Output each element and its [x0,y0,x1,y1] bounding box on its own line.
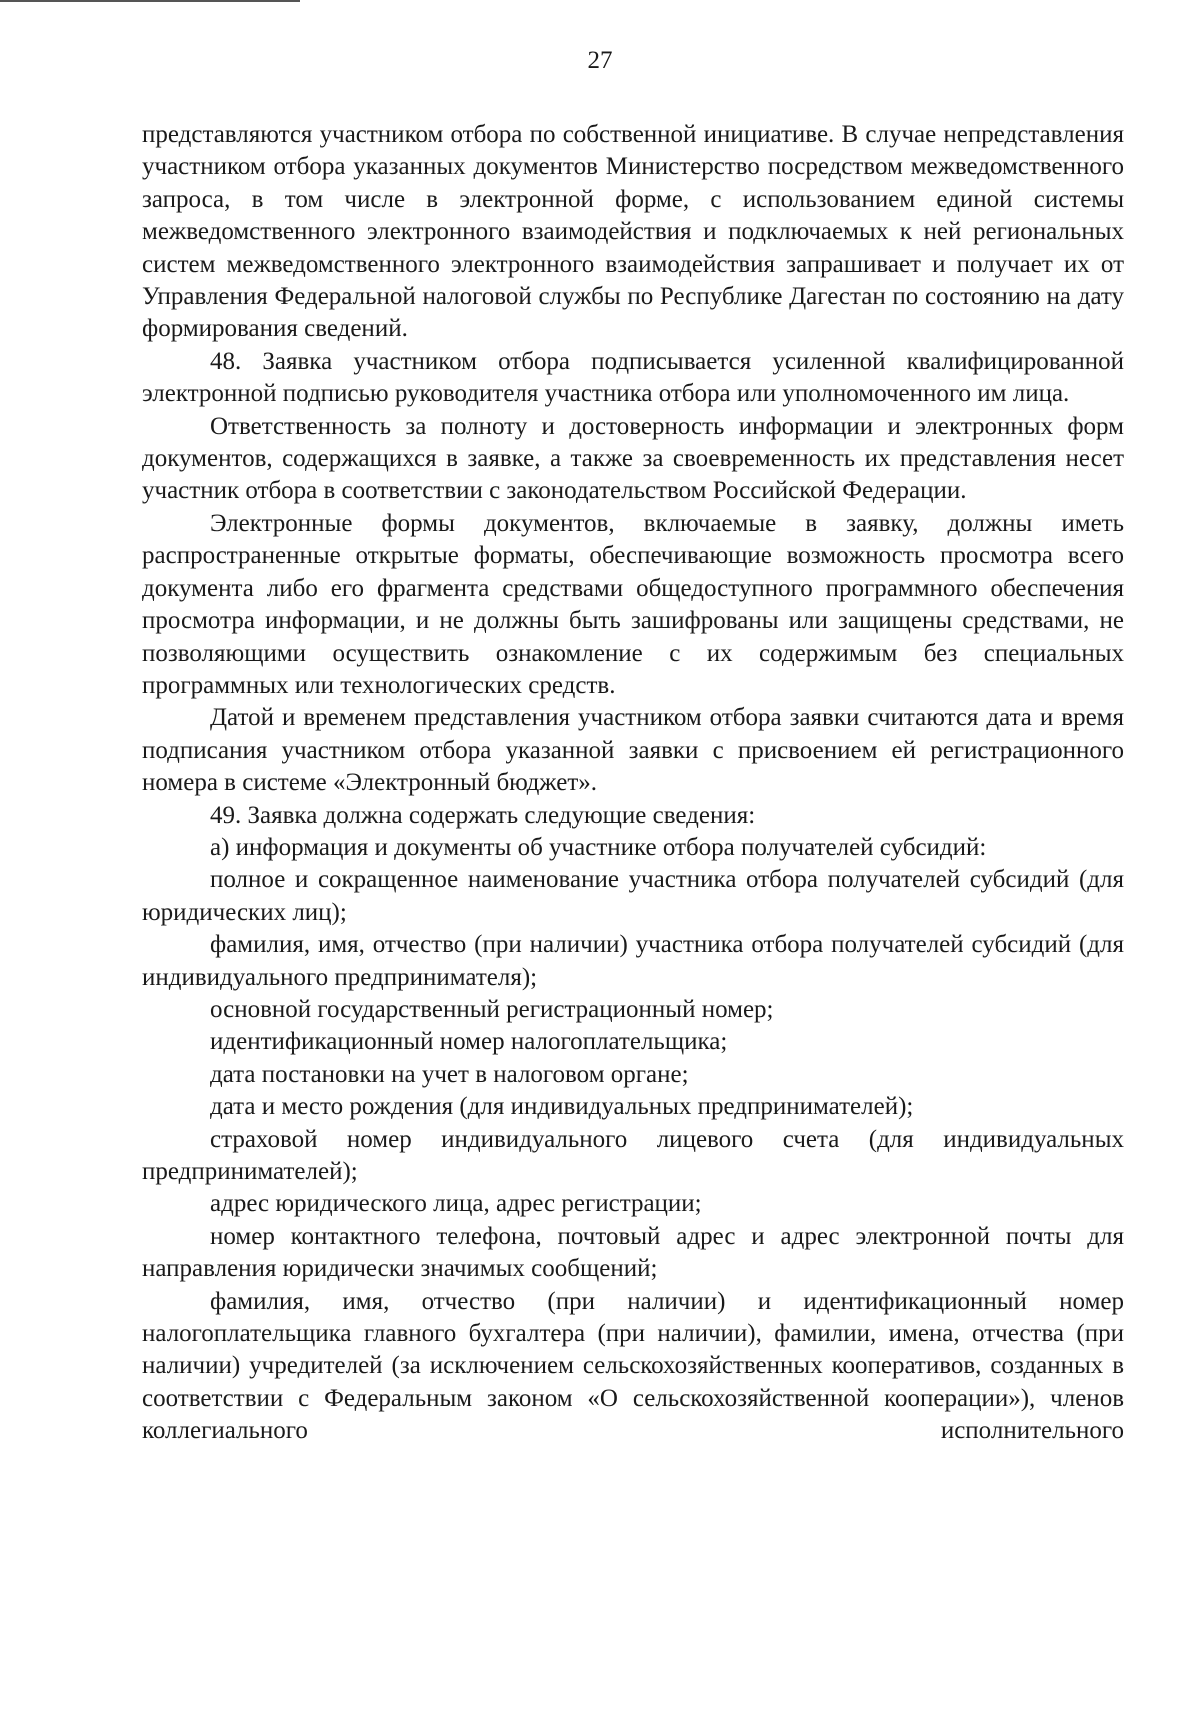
paragraph: Электронные формы документов, включаемые в заявку, должны иметь распространенные открытые форматы, обеспечивающие возможность просмотра всего документа либо его фрагмента средствами общедоступного программного обеспечения просмотра информации, и не должны быть зашифрованы или защищены средствами, не позволяющими осуществить ознакомление с их содержимым без специальных программных или технологических средств. [142,509,1124,699]
paragraph: идентификационный номер налогоплательщика; [210,1028,728,1056]
paragraph: страховой номер индивидуального лицевого счета (для индивидуальных предпринимателей); [142,1125,1124,1185]
paragraph: 48. Заявка участником отбора подписывается усиленной квалифицированной электронной подписью руководителя участника отбора или уполномоченного им лица. [142,347,1124,408]
paragraph: Ответственность за полноту и достоверность информации и электронных форм документов, содержащихся в заявке, а также за своевременность их представления несет участник отбора в соответствии с законодательством Российской Федерации. [142,412,1124,505]
paragraph: дата постановки на учет в налоговом органе; [210,1060,689,1088]
top-edge-rule [0,0,300,2]
paragraph: фамилия, имя, отчество (при наличии) участника отбора получателей субсидий (для индивидуального предпринимателя); [142,931,1124,991]
paragraph: фамилия, имя, отчество (при наличии) и идентификационный номер налогоплательщика главного бухгалтера (при наличии), фамилии, имена, отчества (при наличии) учредителей (за исключением сельскохозяйственных кооперативов, созданных в соответствии с Федеральным законом «О сельскохозяйственной кооперации»), членов коллегиального исполнительного [142,1287,1124,1445]
paragraph: а) информация и документы об участнике отбора получателей субсидий: [210,833,987,861]
paragraph: Датой и временем представления участником отбора заявки считаются дата и время подписания участником отбора указанной заявки с присвоением ей регистрационного номера в системе «Электронный бюджет». [142,704,1124,797]
page-number: 27 [587,47,613,74]
paragraph: дата и место рождения (для индивидуальных предпринимателей); [210,1093,914,1121]
paragraph: номер контактного телефона, почтовый адрес и адрес электронной почты для направления юридически значимых сообщений; [142,1222,1124,1283]
paragraph: основной государственный регистрационный номер; [210,995,774,1023]
paragraph: адрес юридического лица, адрес регистрации; [210,1190,702,1218]
paragraph: представляются участником отбора по собственной инициативе. В случае непредставления участником отбора указанных документов Министерство посредством межведомственного запроса, в том числе в электронной форме, с использованием единой системы межведомственного электронного взаимодействия и подключаемых к ней региональных систем межведомственного электронного взаимодействия запрашивает и получает их от Управления Федеральной налоговой службы по Республике Дагестан по состоянию на дату формирования сведений. [142,121,1124,343]
paragraph: 49. Заявка должна содержать следующие сведения: [210,801,756,829]
document-body [142,119,1124,1448]
paragraph: полное и сокращенное наименование участника отбора получателей субсидий (для юридических лиц); [142,866,1124,926]
